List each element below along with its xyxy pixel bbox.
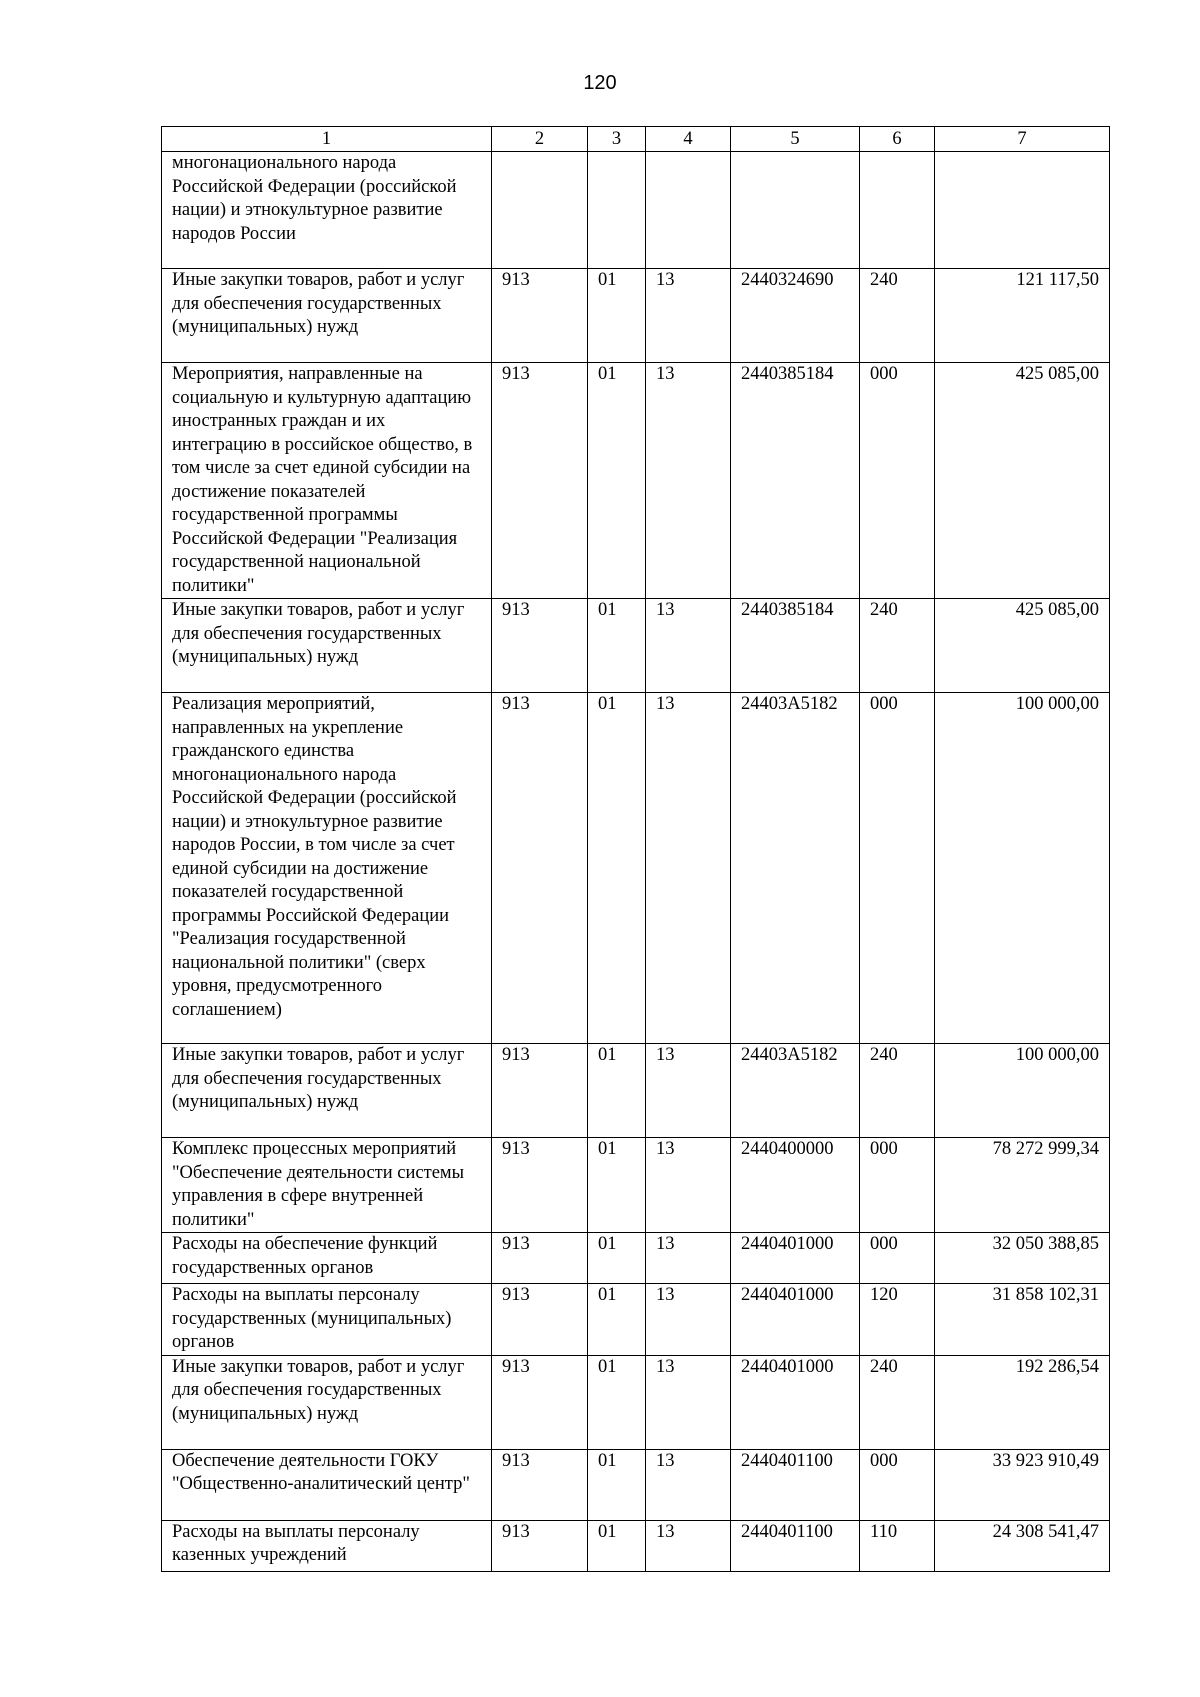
row-col-3: 01	[588, 363, 646, 599]
row-col-3: 01	[588, 1044, 646, 1138]
row-col-7: 24 308 541,47	[935, 1520, 1110, 1571]
row-col-4	[646, 152, 731, 269]
row-name: многонационального народа Российской Федерации (российской нации) и этнокультурное развитие народов России	[162, 152, 492, 269]
row-col-6: 240	[860, 269, 935, 363]
row-name: Обеспечение деятельности ГОКУ "Общественно-аналитический центр"	[162, 1449, 492, 1520]
row-col-6: 000	[860, 1449, 935, 1520]
row-col-5: 24403А5182	[731, 693, 860, 1044]
row-col-7: 121 117,50	[935, 269, 1110, 363]
row-col-2: 913	[492, 269, 588, 363]
row-col-7: 100 000,00	[935, 693, 1110, 1044]
row-col-4: 13	[646, 1449, 731, 1520]
row-name: Иные закупки товаров, работ и услуг для обеспечения государственных (муниципальных) нужд	[162, 1044, 492, 1138]
row-col-7	[935, 152, 1110, 269]
row-col-3	[588, 152, 646, 269]
table-row	[162, 269, 1110, 363]
row-col-5: 2440401000	[731, 1284, 860, 1356]
table-row	[162, 1284, 1110, 1356]
row-col-5	[731, 152, 860, 269]
table-row	[162, 1520, 1110, 1571]
row-col-2: 913	[492, 1138, 588, 1233]
row-col-4: 13	[646, 269, 731, 363]
row-col-5: 24403А5182	[731, 1044, 860, 1138]
row-col-6: 240	[860, 1355, 935, 1449]
header-col-1: 1	[162, 127, 492, 152]
row-col-5: 2440401000	[731, 1233, 860, 1284]
row-col-6: 110	[860, 1520, 935, 1571]
row-col-2: 913	[492, 1284, 588, 1356]
row-col-4: 13	[646, 599, 731, 693]
header-col-5: 5	[731, 127, 860, 152]
row-col-4: 13	[646, 1355, 731, 1449]
page-number: 120	[583, 72, 617, 94]
row-name: Расходы на выплаты персоналу государственных (муниципальных) органов	[162, 1284, 492, 1356]
row-col-2: 913	[492, 1449, 588, 1520]
row-col-6: 240	[860, 599, 935, 693]
header-col-2: 2	[492, 127, 588, 152]
row-col-6: 240	[860, 1044, 935, 1138]
row-col-5: 2440324690	[731, 269, 860, 363]
row-col-2: 913	[492, 1233, 588, 1284]
header-col-6: 6	[860, 127, 935, 152]
table-row	[162, 1138, 1110, 1233]
row-col-4: 13	[646, 693, 731, 1044]
row-name: Иные закупки товаров, работ и услуг для обеспечения государственных (муниципальных) нужд	[162, 599, 492, 693]
row-name: Комплекс процессных мероприятий "Обеспечение деятельности системы управления в сфере внутренней политики"	[162, 1138, 492, 1233]
row-name: Расходы на выплаты персоналу казенных учреждений	[162, 1520, 492, 1571]
row-col-5: 2440400000	[731, 1138, 860, 1233]
row-col-6	[860, 152, 935, 269]
row-col-5: 2440385184	[731, 363, 860, 599]
table-row	[162, 1355, 1110, 1449]
row-col-7: 78 272 999,34	[935, 1138, 1110, 1233]
row-col-3: 01	[588, 1233, 646, 1284]
row-col-5: 2440401000	[731, 1355, 860, 1449]
row-col-5: 2440401100	[731, 1449, 860, 1520]
row-col-4: 13	[646, 1284, 731, 1356]
row-col-2: 913	[492, 599, 588, 693]
row-col-2: 913	[492, 1044, 588, 1138]
row-col-4: 13	[646, 1138, 731, 1233]
header-row	[162, 127, 1110, 152]
row-col-6: 000	[860, 693, 935, 1044]
row-col-7: 100 000,00	[935, 1044, 1110, 1138]
row-name: Расходы на обеспечение функций государственных органов	[162, 1233, 492, 1284]
table-row	[162, 599, 1110, 693]
row-col-4: 13	[646, 1233, 731, 1284]
row-col-2	[492, 152, 588, 269]
table-row	[162, 1233, 1110, 1284]
row-col-3: 01	[588, 1284, 646, 1356]
row-name: Иные закупки товаров, работ и услуг для обеспечения государственных (муниципальных) нужд	[162, 1355, 492, 1449]
table-row	[162, 693, 1110, 1044]
row-col-3: 01	[588, 269, 646, 363]
table-row	[162, 1449, 1110, 1520]
row-name: Мероприятия, направленные на социальную и культурную адаптацию иностранных граждан и их интеграцию в российское общество, в том числе за счет единой субсидии на достижение показателей государственной программы Российской Федерации "Реализация государственной национальной политики"	[162, 363, 492, 599]
row-col-7: 425 085,00	[935, 363, 1110, 599]
row-col-2: 913	[492, 693, 588, 1044]
row-col-5: 2440385184	[731, 599, 860, 693]
row-col-7: 32 050 388,85	[935, 1233, 1110, 1284]
row-col-2: 913	[492, 363, 588, 599]
table-row	[162, 1044, 1110, 1138]
row-col-7: 192 286,54	[935, 1355, 1110, 1449]
budget-table	[161, 126, 1110, 1572]
header-col-3: 3	[588, 127, 646, 152]
row-name: Реализация мероприятий, направленных на укрепление гражданского единства многонационального народа Российской Федерации (российской нации) и этнокультурное развитие народов России, в том числе за счет единой субсидии на достижение показателей государственной программы Российской Федерации "Реализация государственной национальной политики" (сверх уровня, предусмотренного соглашением)	[162, 693, 492, 1044]
row-col-3: 01	[588, 599, 646, 693]
row-name: Иные закупки товаров, работ и услуг для обеспечения государственных (муниципальных) нужд	[162, 269, 492, 363]
header-col-7: 7	[935, 127, 1110, 152]
row-col-3: 01	[588, 1138, 646, 1233]
row-col-4: 13	[646, 1044, 731, 1138]
row-col-3: 01	[588, 1355, 646, 1449]
row-col-4: 13	[646, 1520, 731, 1571]
row-col-2: 913	[492, 1355, 588, 1449]
row-col-6: 000	[860, 1138, 935, 1233]
row-col-3: 01	[588, 1520, 646, 1571]
row-col-7: 33 923 910,49	[935, 1449, 1110, 1520]
row-col-2: 913	[492, 1520, 588, 1571]
row-col-6: 000	[860, 363, 935, 599]
row-col-3: 01	[588, 1449, 646, 1520]
row-col-7: 425 085,00	[935, 599, 1110, 693]
row-col-6: 000	[860, 1233, 935, 1284]
row-col-3: 01	[588, 693, 646, 1044]
header-col-4: 4	[646, 127, 731, 152]
table-row	[162, 363, 1110, 599]
row-col-5: 2440401100	[731, 1520, 860, 1571]
row-col-7: 31 858 102,31	[935, 1284, 1110, 1356]
row-col-4: 13	[646, 363, 731, 599]
row-col-6: 120	[860, 1284, 935, 1356]
table-row	[162, 152, 1110, 269]
